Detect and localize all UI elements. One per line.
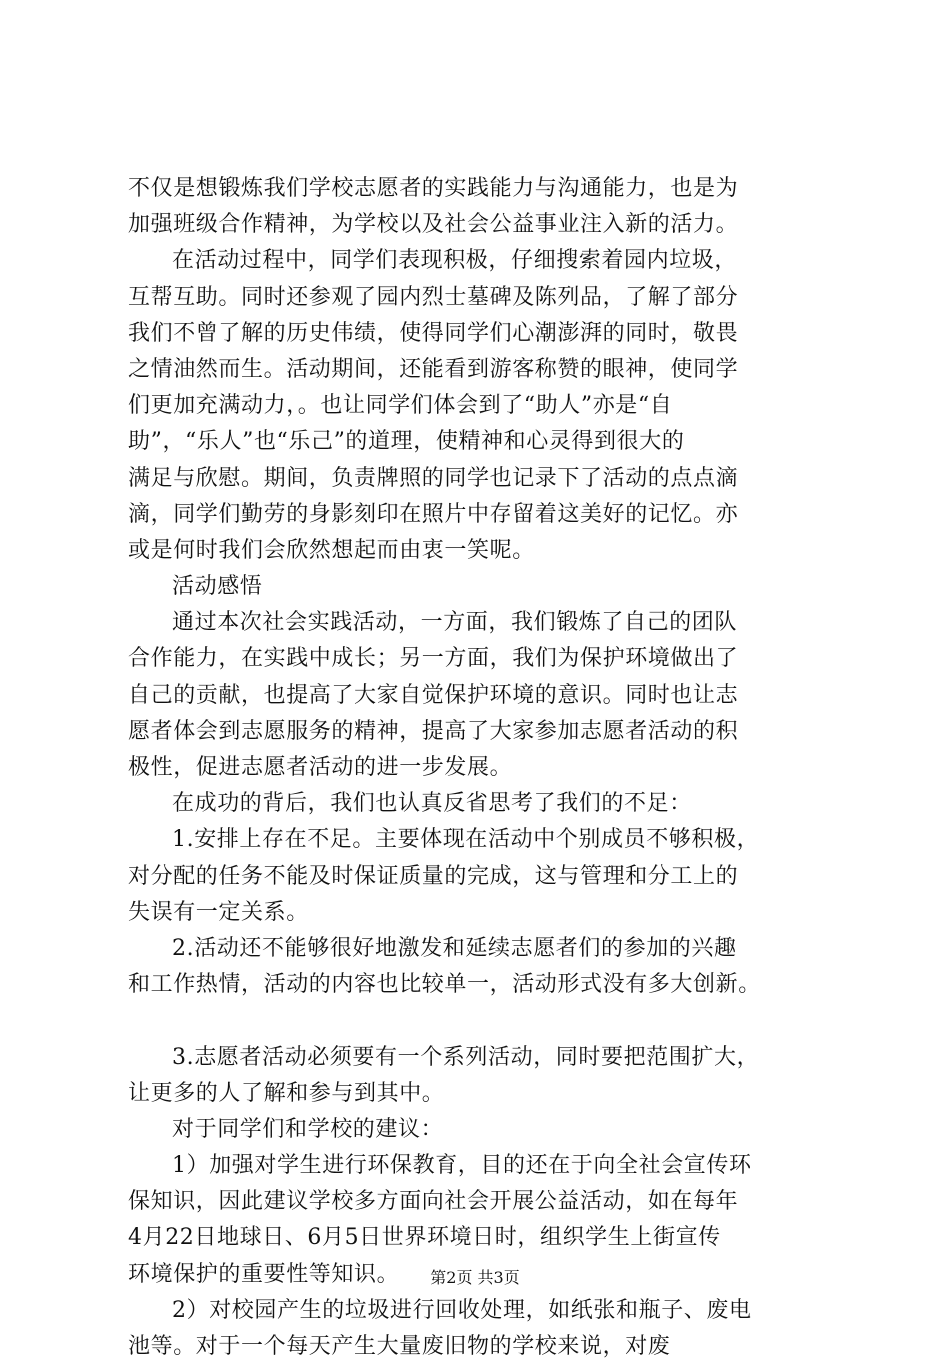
text-line: 加强班级合作精神，为学校以及社会公益事业注入新的活力。 <box>128 212 739 238</box>
text-line: 不仅是想锻炼我们学校志愿者的实践能力与沟通能力，也是为 <box>128 176 739 201</box>
text-line: 通过本次社会实践活动，一方面，我们锻炼了自己的团队 <box>172 610 738 636</box>
text-line: 之情油然而生。活动期间，还能看到游客称赞的眼神，使同学 <box>128 356 739 382</box>
text-line: 我们不曾了解的历史伟绩，使得同学们心潮澎湃的同时，敬畏 <box>128 320 739 346</box>
text-line: 活动感悟 <box>172 574 263 600</box>
text-line: 和工作热情，活动的内容也比较单一，活动形式没有多大创新。 <box>128 972 761 998</box>
page-footer: 第2页 共3页 <box>430 1268 520 1287</box>
text-line: 对于同学们和学校的建议： <box>172 1116 444 1142</box>
text-line: 在活动过程中，同学们表现积极，仔细搜索着园内垃圾， <box>172 248 738 274</box>
text-line: 互帮互助。同时还参观了园内烈士墓碑及陈列品，了解了部分 <box>128 284 739 310</box>
text-line: 池等。对于一个每天产生大量废旧物的学校来说，对废 <box>128 1334 671 1359</box>
text-line: 在成功的背后，我们也认真反省思考了我们的不足： <box>172 791 692 817</box>
text-line: 助”，“乐人”也“乐己”的道理，使精神和心灵得到很大的 <box>128 429 685 455</box>
text-line: 让更多的人了解和参与到其中。 <box>128 1080 445 1106</box>
document-body <box>128 171 843 1365</box>
blank-line <box>128 1003 843 1039</box>
text-line: 或是何时我们会欣然想起而由衷一笑呢。 <box>128 537 535 563</box>
text-line: 3.志愿者活动必须要有一个系列活动，同时要把范围扩大， <box>172 1044 760 1070</box>
text-line: 失误有一定关系。 <box>128 899 309 925</box>
text-line: 环境保护的重要性等知识。 <box>128 1261 400 1287</box>
text-line: 1）加强对学生进行环保教育，目的还在于向全社会宣传环 <box>172 1153 752 1179</box>
text-line: 2.活动还不能够很好地激发和延续志愿者们的参加的兴趣 <box>172 935 737 961</box>
text-line: 极性，促进志愿者活动的进一步发展。 <box>128 755 513 780</box>
text-line: 愿者体会到志愿服务的精神，提高了大家参加志愿者活动的积 <box>128 718 739 744</box>
text-line: 保知识，因此建议学校多方面向社会开展公益活动，如在每年 <box>128 1189 739 1215</box>
text-line: 满足与欣慰。期间，负责牌照的同学也记录下了活动的点点滴 <box>128 465 739 491</box>
text-line: 自己的贡献，也提高了大家自觉保护环境的意识。同时也让志 <box>128 682 739 708</box>
text-line: 们更加充满动力，。也让同学们体会到了“助人”亦是“自 <box>128 393 673 419</box>
text-line: 1.安排上存在不足。主要体现在活动中个别成员不够积极， <box>172 827 760 853</box>
text-line: 合作能力，在实践中成长；另一方面，我们为保护环境做出了 <box>128 646 739 672</box>
text-line: 4月22日地球日、6月5日世界环境日时，组织学生上街宣传 <box>128 1225 721 1251</box>
text-line: 对分配的任务不能及时保证质量的完成，这与管理和分工上的 <box>128 863 739 889</box>
text-line: 2）对校园产生的垃圾进行回收处理，如纸张和瓶子、废电 <box>172 1297 752 1323</box>
text-line: 滴，同学们勤劳的身影刻印在照片中存留着这美好的记忆。亦 <box>128 501 739 527</box>
